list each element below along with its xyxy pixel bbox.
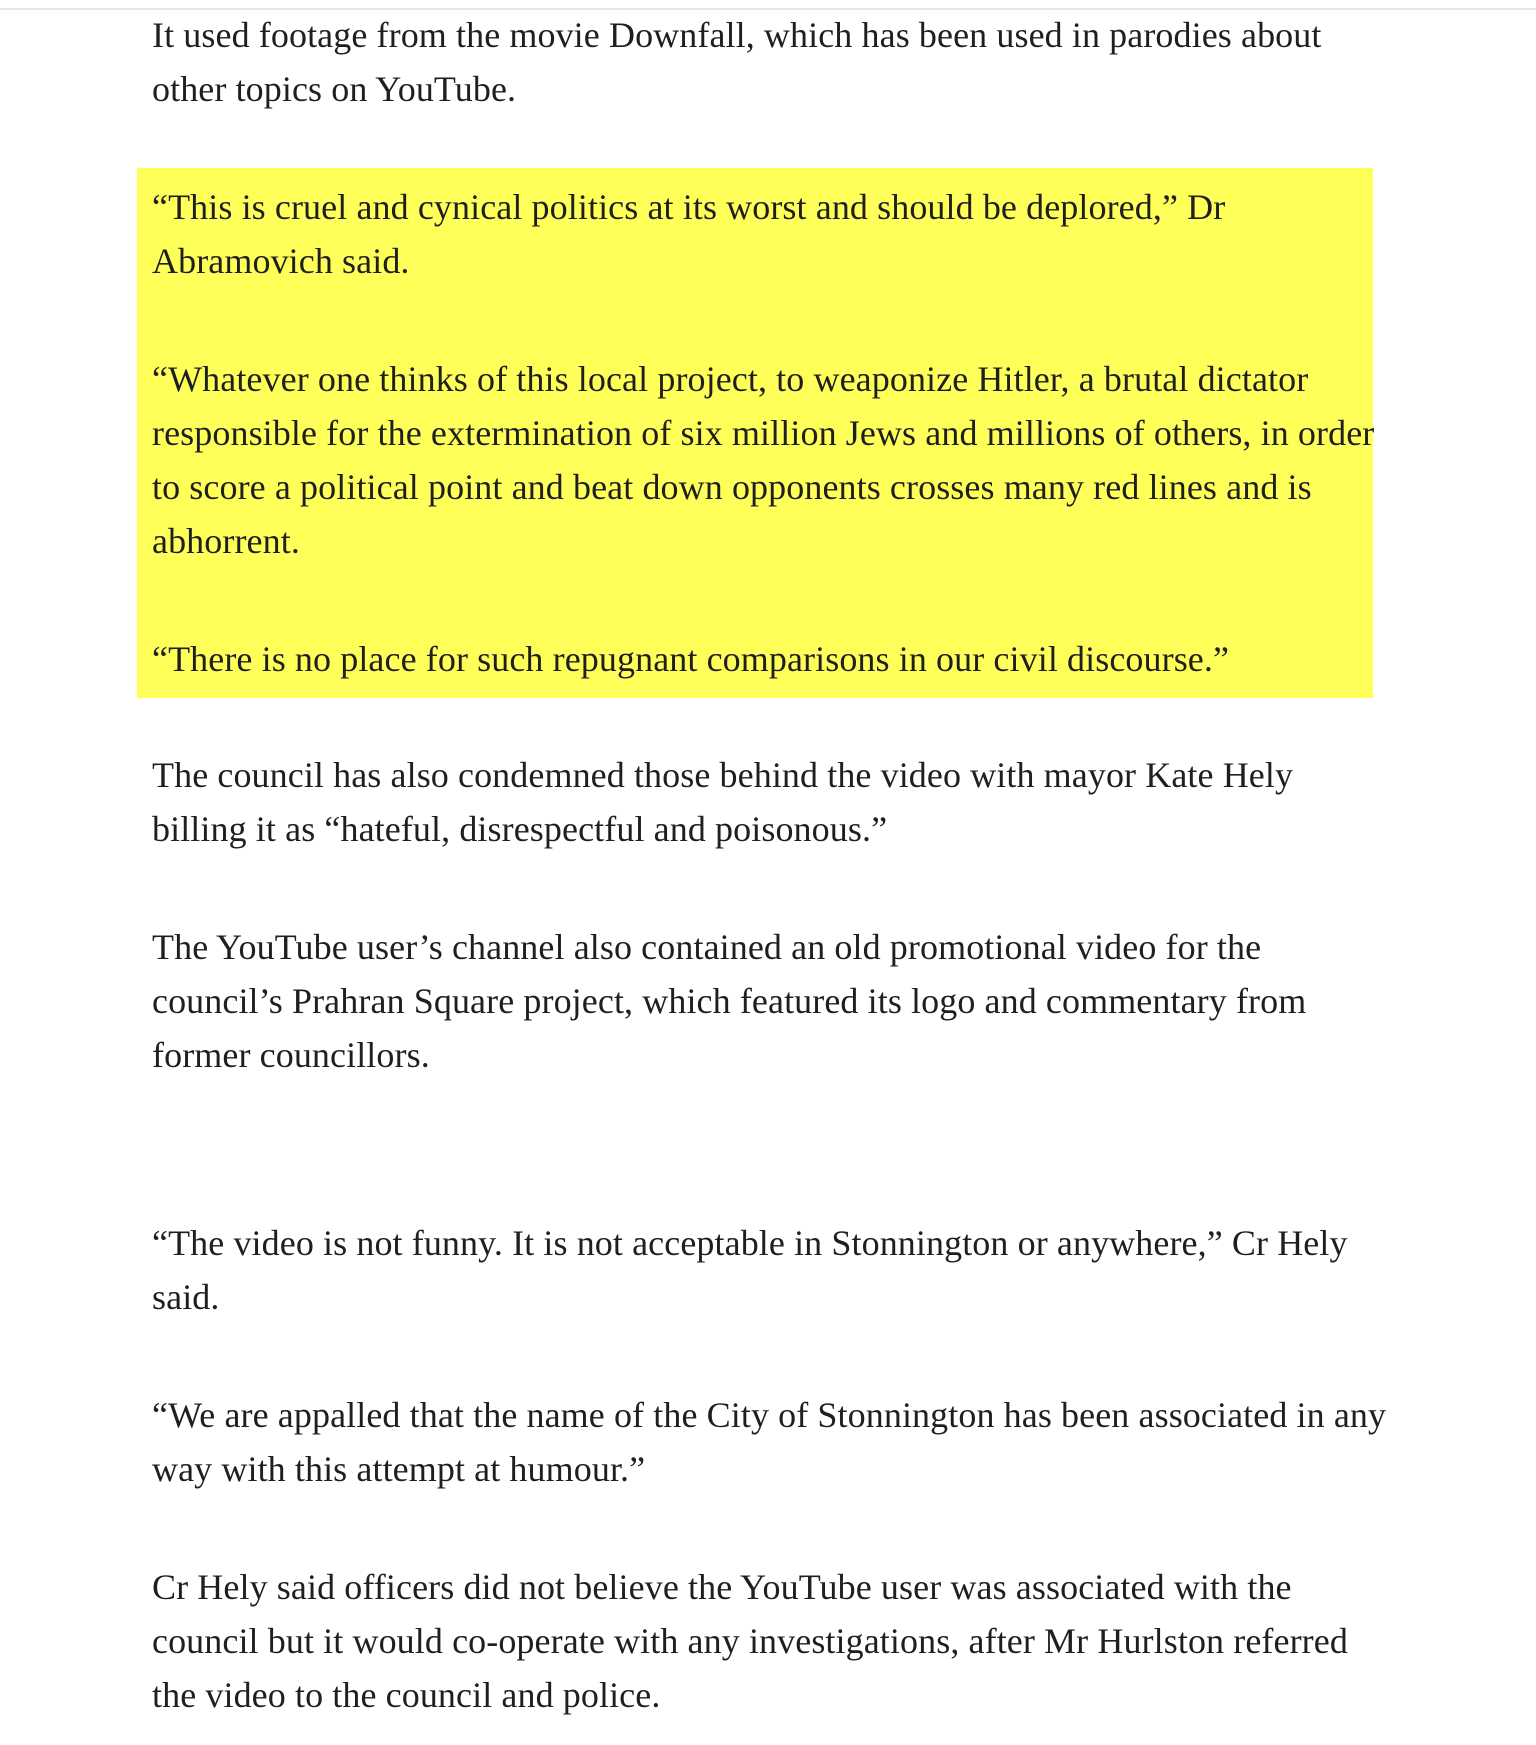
paragraph-youtube-channel: The YouTube user’s channel also contained an old promotional video for the council’s Prahran Square project, which featured its logo and commentary from former councillors.: [152, 927, 1307, 1075]
quote-appalled-stonnington: “We are appalled that the name of the City of Stonnington has been associated in any way with this attempt at humour.”: [152, 1395, 1387, 1489]
quote-weaponize-hitler: “Whatever one thinks of this local project, to weaponize Hitler, a brutal dictator responsible for the extermination of six million Jews and millions of others, in order to score a political point and beat down opponents crosses many red lines and is abhorrent.: [152, 359, 1375, 561]
paragraph-officers-investigations: Cr Hely said officers did not believe the YouTube user was associated with the council but it would co-operate with any investigations, after Mr Hurlston referred the video to the council and police.: [152, 1567, 1348, 1715]
paragraph-council-condemned: The council has also condemned those behind the video with mayor Kate Hely billing it as “hateful, disrespectful and poisonous.”: [152, 755, 1294, 849]
quote-no-place-civil-discourse: “There is no place for such repugnant comparisons in our civil discourse.”: [152, 639, 1230, 679]
quote-video-not-funny: “The video is not funny. It is not acceptable in Stonnington or anywhere,” Cr Hely said.: [152, 1223, 1348, 1317]
quote-cruel-cynical-politics: “This is cruel and cynical politics at its worst and should be deplored,” Dr Abramovich said.: [152, 187, 1226, 281]
paragraph-downfall-footage: It used footage from the movie Downfall, which has been used in parodies about other topics on YouTube.: [152, 15, 1322, 109]
